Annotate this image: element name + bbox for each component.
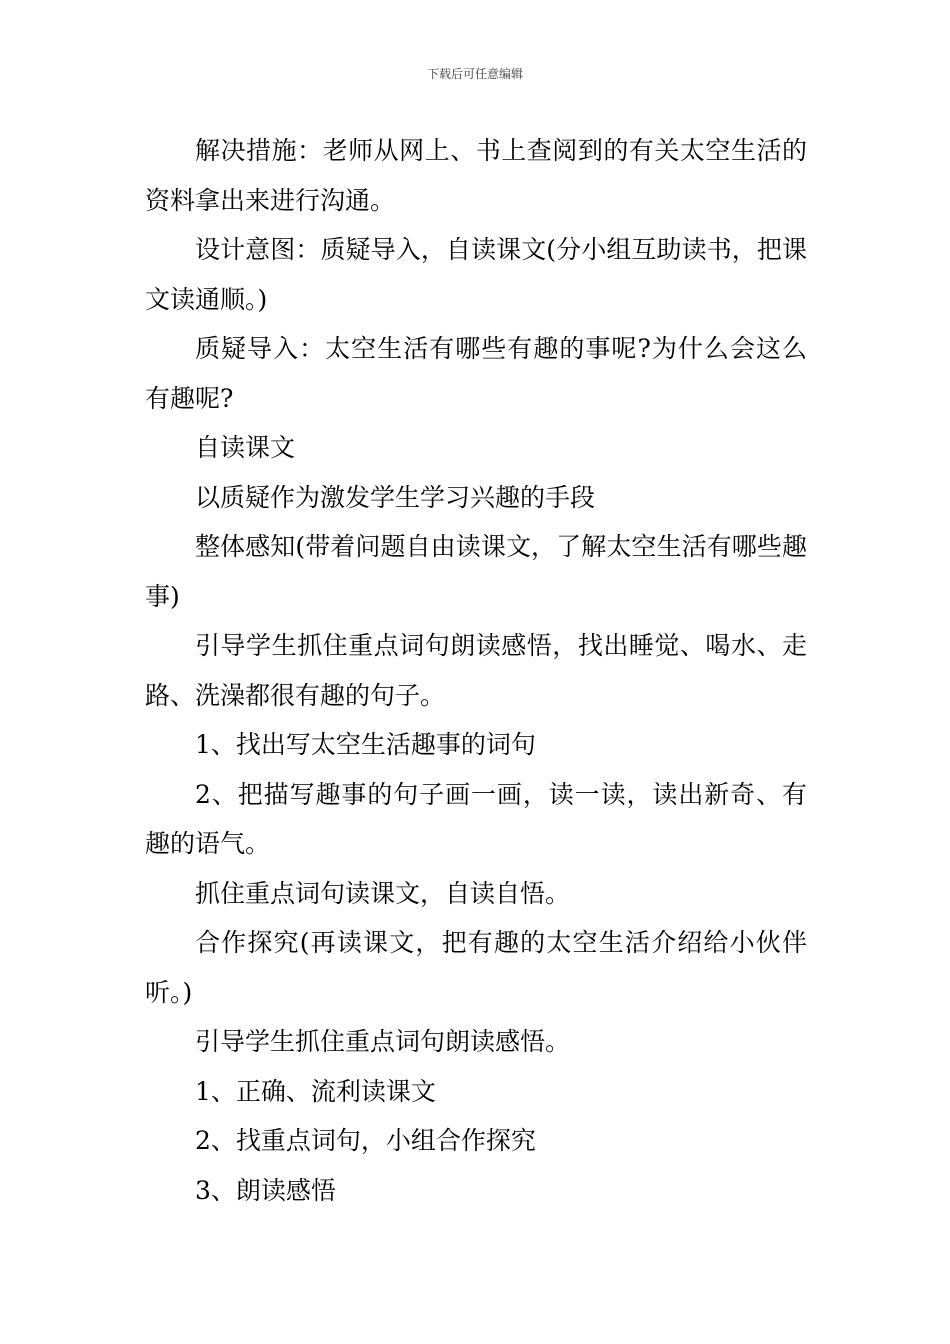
paragraph: 解决措施：老师从网上、书上查阅到的有关太空生活的资料拿出来进行沟通。 — [145, 136, 807, 215]
page-header: 下载后可任意编辑 — [426, 67, 523, 81]
paragraph: 质疑导入：太空生活有哪些有趣的事呢?为什么会这么有趣呢? — [145, 334, 807, 413]
paragraph: 以质疑作为激发学生学习兴趣的手段 — [195, 482, 596, 512]
paragraph: 设计意图：质疑导入，自读课文(分小组互助读书，把课文读通顺。) — [145, 235, 807, 314]
paragraph: 整体感知(带着问题自由读课文，了解太空生活有哪些趣事) — [145, 532, 807, 611]
paragraph: 引导学生抓住重点词句朗读感悟。 — [195, 1027, 571, 1056]
paragraph: 合作探究(再读课文，把有趣的太空生活介绍给小伙伴听。) — [145, 928, 807, 1007]
paragraph: 抓住重点词句读课文，自读自悟。 — [195, 878, 571, 908]
document-body — [145, 126, 807, 1215]
list-item: 2、找重点词句，小组合作探究 — [195, 1126, 536, 1155]
list-item: 1、找出写太空生活趣事的词句 — [195, 730, 536, 759]
list-item: 1、正确、流利读课文 — [195, 1076, 436, 1106]
list-item: 2、把描写趣事的句子画一画，读一读，读出新奇、有趣的语气。 — [145, 779, 807, 858]
paragraph: 引导学生抓住重点词句朗读感悟，找出睡觉、喝水、走路、洗澡都很有趣的句子。 — [145, 631, 807, 710]
list-item: 3、朗读感悟 — [195, 1175, 336, 1205]
paragraph: 自读课文 — [195, 433, 296, 462]
